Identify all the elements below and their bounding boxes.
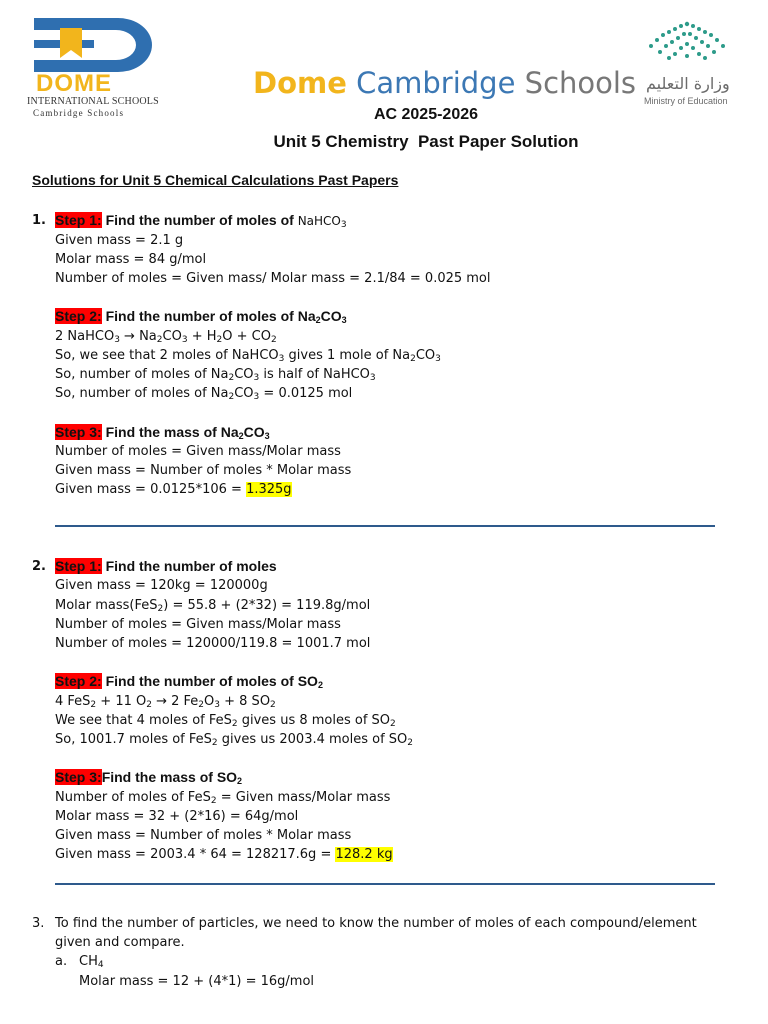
q1-ratio-line: So, we see that 2 moles of NaHCO$_3$ gives 1 mole of $Na_2CO_3$ bbox=[55, 348, 441, 364]
text: gives us 8 moles of SO bbox=[241, 713, 391, 728]
formula-nahco3: NaHCO$_3$ bbox=[297, 214, 347, 230]
logo-line2: Cambridge Schools bbox=[33, 108, 125, 118]
text: gives us 2003.4 moles of SO bbox=[221, 732, 408, 747]
q1-moles: Number of moles = Given mass/ Molar mass = 2.1/84 = 0.025 mol bbox=[55, 271, 491, 286]
brand-title bbox=[253, 66, 636, 100]
q2-formula1: Number of moles = Given mass/Molar mass bbox=[55, 617, 341, 632]
text: is half of bbox=[263, 367, 319, 382]
q2-formula3: Given mass = Number of moles * Molar mass bbox=[55, 828, 352, 843]
q2-molar-mass: Molar mass(FeS$_2$) = 55.8 + (2*32) = 119.8g/mol bbox=[55, 598, 371, 614]
q1-molar-mass: Molar mass = 84 g/mol bbox=[55, 252, 207, 267]
step-tag: Step 2: bbox=[55, 308, 102, 324]
q1-given-mass: Given mass = 2.1 g bbox=[55, 233, 184, 248]
formula-na2co3: $Na_2CO_3$ bbox=[297, 308, 347, 325]
text: gives 1 mole of bbox=[288, 348, 389, 363]
step-heading-text: Find the mass of bbox=[101, 769, 213, 785]
answer-highlight: 128.2 kg bbox=[335, 847, 393, 862]
q1-equation: 2 NaHCO$_3$ → $Na_2CO_3 + H_2O + CO_2$ bbox=[55, 329, 277, 345]
text: = Given mass/Molar mass bbox=[220, 790, 391, 805]
q1-formula2: Given mass = Number of moles * Molar mass bbox=[55, 463, 352, 478]
formula-so2: $SO_2$ bbox=[297, 673, 323, 690]
q1-number: 1. bbox=[32, 213, 46, 228]
q1-step1-heading bbox=[55, 211, 347, 231]
step-heading-text: Find the number of moles of bbox=[105, 673, 294, 689]
q1-formula1: Number of moles = Given mass/Molar mass bbox=[55, 444, 341, 459]
q1-step2-heading bbox=[55, 307, 347, 326]
q2-number: 2. bbox=[32, 559, 46, 574]
brand-cambridge: Cambridge bbox=[356, 66, 516, 100]
logo-name: DOME bbox=[36, 70, 112, 97]
text: Given mass = 2003.4 * 64 = 128217.6g = bbox=[55, 847, 332, 862]
q2-molar2: Molar mass = 32 + (2*16) = 64g/mol bbox=[55, 809, 299, 824]
text: Given mass = 0.0125*106 = bbox=[55, 482, 242, 497]
brand-schools: Schools bbox=[524, 66, 637, 100]
document-title: Unit 5 Chemistry Past Paper Solution bbox=[273, 132, 579, 151]
q2-moles-line: Number of moles of FeS$_2$ = Given mass/Molar mass bbox=[55, 790, 391, 806]
text: ) = 55.8 + (2*32) = 119.8g/mol bbox=[163, 598, 371, 613]
step-heading-text: Find the number of moles of bbox=[105, 212, 294, 228]
q2-given-mass: Given mass = 120kg = 120000g bbox=[55, 578, 268, 593]
q3-number: 3. bbox=[32, 916, 45, 931]
text: So, number of moles of bbox=[55, 386, 207, 401]
step-tag: Step 3: bbox=[55, 769, 102, 785]
q2-equation: 4 FeS$_2$ + 11 $O_2 \to 2$ $Fe_2O_3 + 8$ $SO_2$ bbox=[55, 694, 276, 710]
formula-so2: $SO_2$ bbox=[216, 769, 243, 786]
q2-step1-heading bbox=[55, 557, 277, 576]
q3-a-molar: Molar mass = 12 + (4*1) = 16g/mol bbox=[79, 974, 315, 989]
academic-year: AC 2025-2026 bbox=[373, 106, 479, 123]
text: We see that 4 moles of FeS bbox=[55, 713, 232, 728]
q3-a-label: a. bbox=[55, 954, 68, 969]
section-title: Solutions for Unit 5 Chemical Calculations Past Papers bbox=[32, 172, 399, 188]
formula-na2co3: $Na_2CO_3$ bbox=[220, 424, 270, 441]
divider bbox=[55, 883, 715, 885]
ministry-arabic: وزارة التعليم bbox=[646, 74, 730, 93]
q3-a-compound: $CH_4$ bbox=[79, 954, 104, 970]
text: = 0.0125 mol bbox=[263, 386, 353, 401]
q2-answer-line bbox=[55, 845, 393, 864]
step-heading-text: Find the mass of bbox=[105, 424, 217, 440]
text: So, 1001.7 moles of FeS bbox=[55, 732, 212, 747]
ministry-english: Ministry of Education bbox=[644, 96, 728, 106]
q2-step2-heading bbox=[55, 672, 323, 691]
brand-dome: Dome bbox=[253, 66, 347, 100]
step-tag: Step 3: bbox=[55, 424, 102, 440]
answer-highlight: 1.325g bbox=[246, 482, 292, 497]
step-heading-text: Find the number of moles of bbox=[105, 308, 294, 324]
text: So, we see that 2 moles of bbox=[55, 348, 228, 363]
q1-result-line: So, number of moles of $Na_2CO_3 = 0.0125$ mol bbox=[55, 386, 353, 402]
q3-intro-line1: To find the number of particles, we need to know the number of moles of each compound/element bbox=[55, 916, 697, 931]
ministry-logo bbox=[640, 18, 740, 114]
q1-step3-heading bbox=[55, 423, 270, 442]
text: Molar mass(FeS bbox=[55, 598, 158, 613]
text: CH bbox=[79, 954, 98, 969]
q2-ratio-line: We see that 4 moles of FeS$_2$ gives us 8 moles of $SO_2$ bbox=[55, 713, 396, 729]
q2-step3-heading bbox=[55, 768, 242, 787]
divider bbox=[55, 525, 715, 527]
text: So, number of moles of bbox=[55, 367, 207, 382]
ministry-dots-icon bbox=[640, 18, 730, 66]
q1-answer-line bbox=[55, 480, 292, 499]
q3-intro-line2: given and compare. bbox=[55, 935, 185, 950]
step-tag: Step 2: bbox=[55, 673, 102, 689]
q2-so-line: So, 1001.7 moles of FeS$_2$ gives us 2003.4 moles of $SO_2$ bbox=[55, 732, 414, 748]
text: Number of moles of FeS bbox=[55, 790, 211, 805]
step-tag: Step 1: bbox=[55, 558, 102, 574]
q2-formula2: Number of moles = 120000/119.8 = 1001.7 mol bbox=[55, 636, 371, 651]
step-heading-text: Find the number of moles bbox=[105, 558, 277, 574]
logo-line1: INTERNATIONAL SCHOOLS bbox=[27, 96, 159, 107]
dome-logo-mark-icon bbox=[30, 14, 160, 76]
q1-half-line: So, number of moles of $Na_2CO_3$ is half of NaHCO$_3$ bbox=[55, 367, 376, 383]
step-tag: Step 1: bbox=[55, 212, 102, 228]
